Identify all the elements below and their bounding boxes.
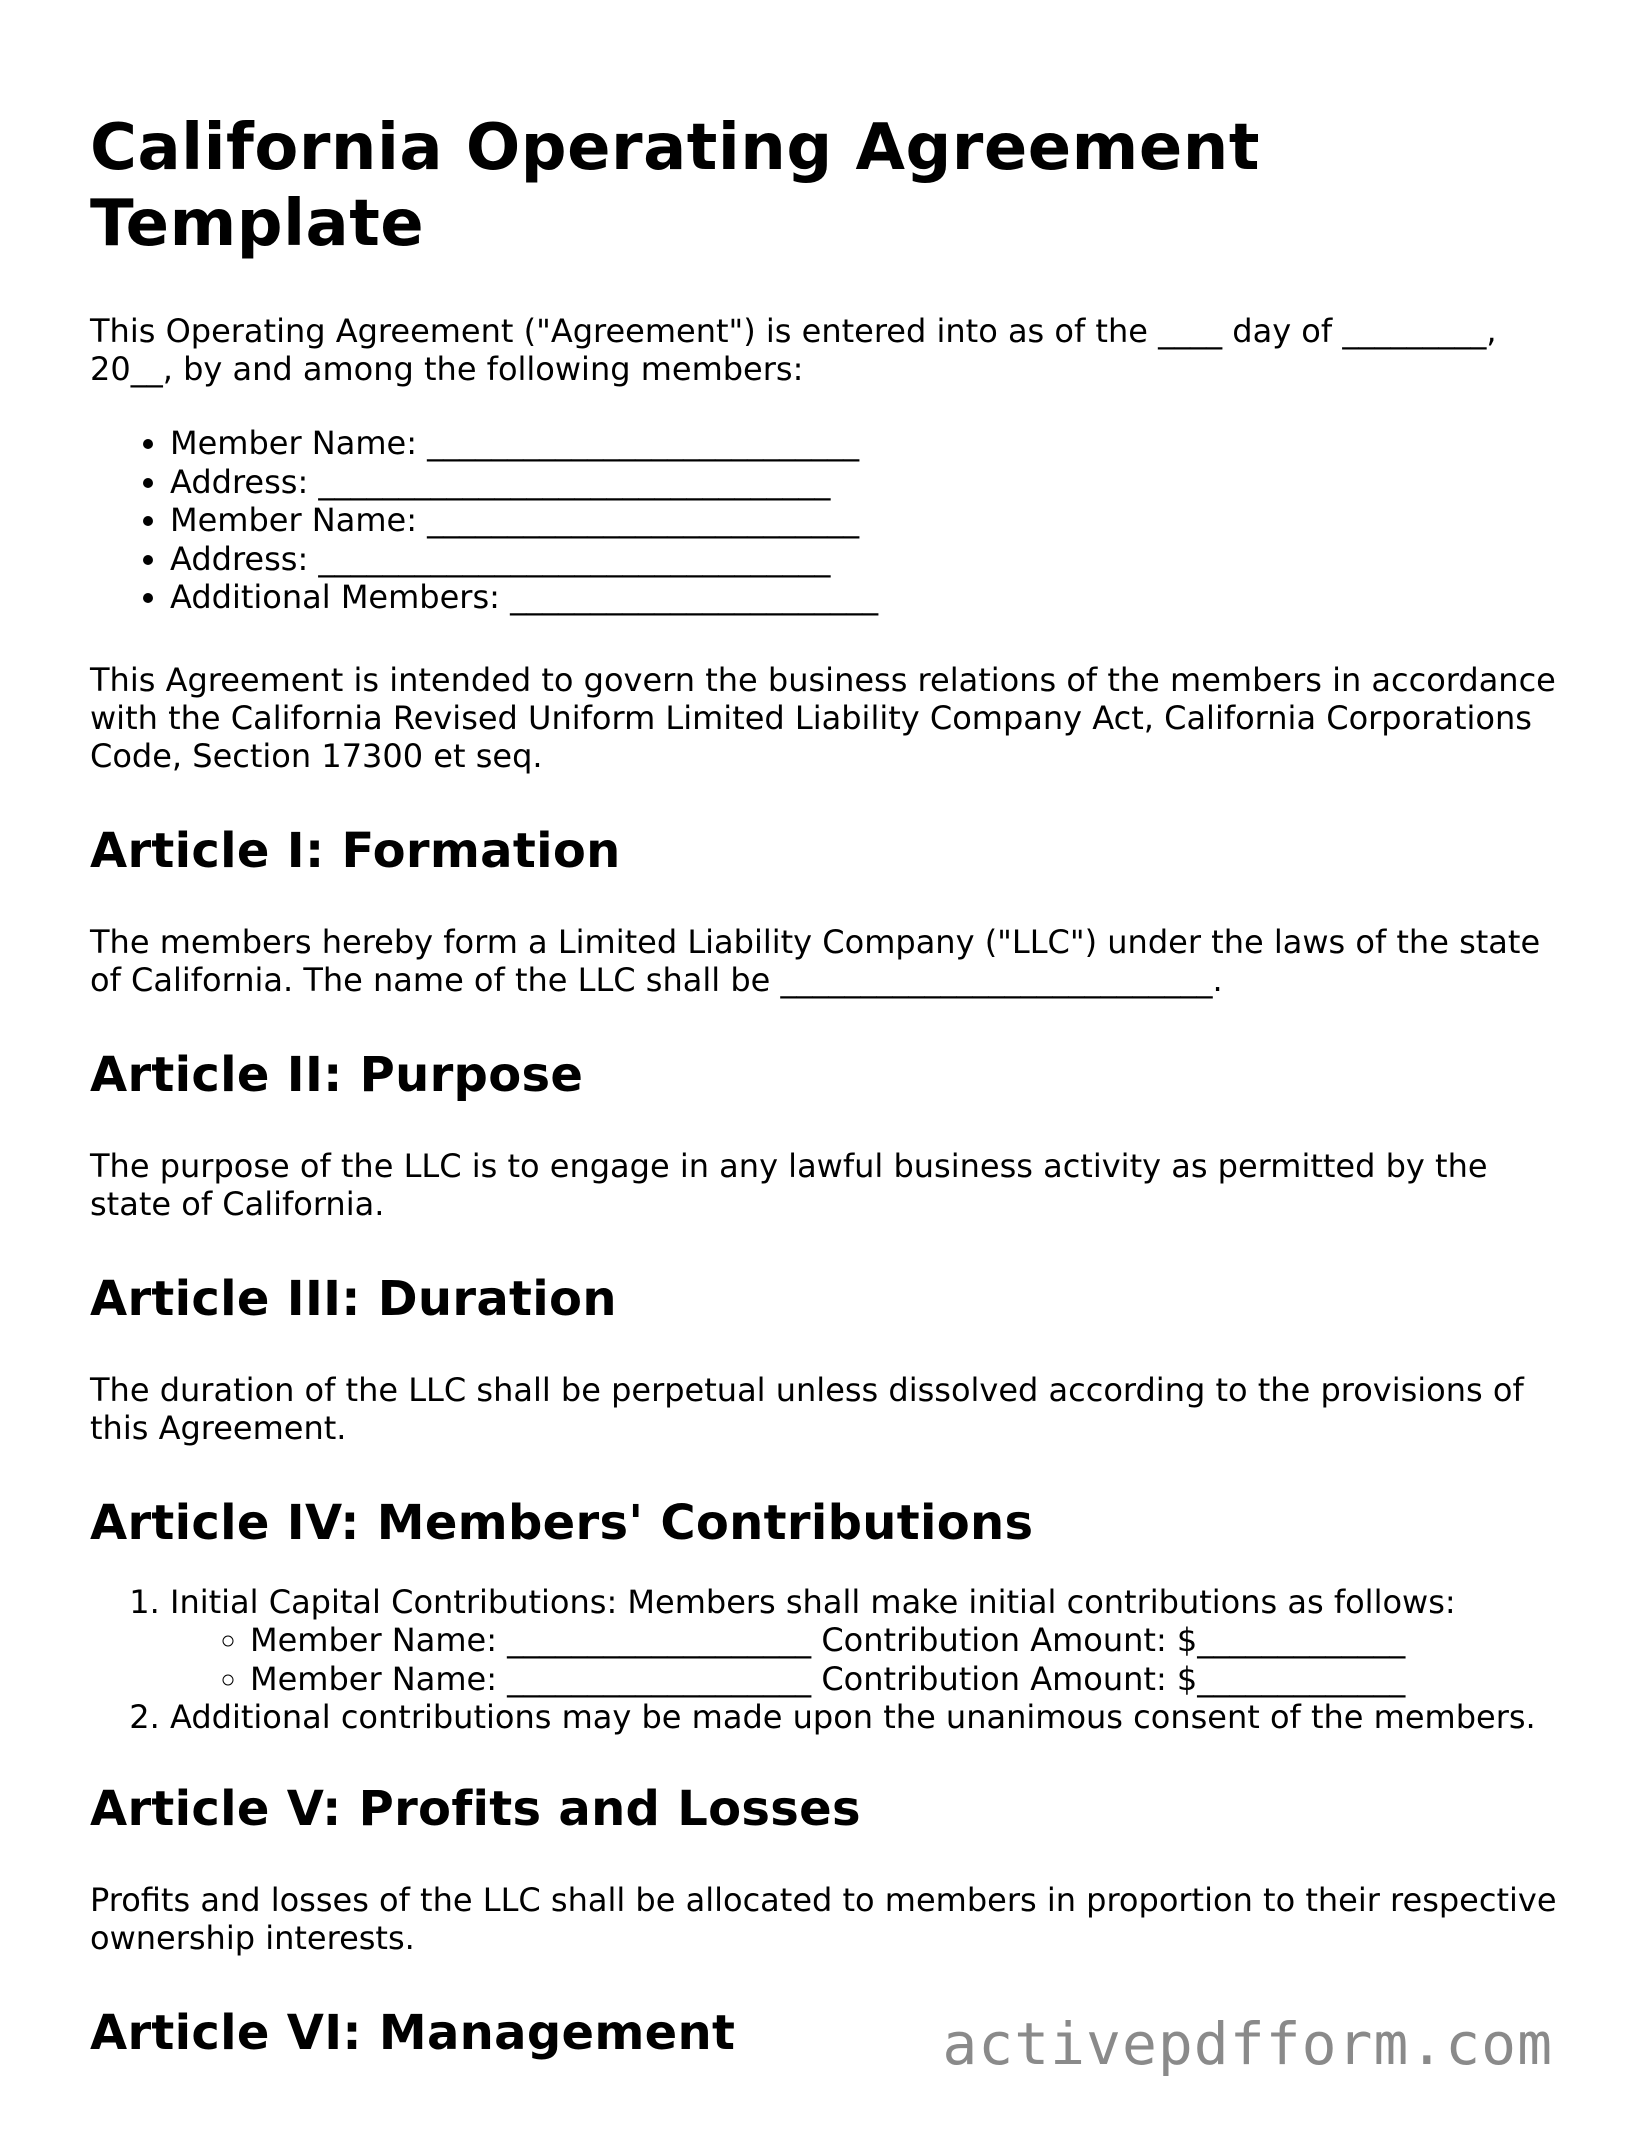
- contributions-sublist: [170, 1621, 1570, 1698]
- list-item: ◦ Member Name: ___________________ Contribution Amount: $_____________: [250, 1660, 1570, 1699]
- list-item: • Additional Members: _______________________: [170, 578, 1570, 617]
- article-heading: Article IV: Members' Contributions: [90, 1494, 1034, 1551]
- list-item: • Member Name: ___________________________: [170, 501, 1570, 540]
- contributions-list: [90, 1583, 1570, 1737]
- document-title: California Operating Agreement Template: [90, 111, 1260, 261]
- document-page: [90, 110, 1570, 2105]
- list-item: [170, 1583, 1570, 1699]
- members-list: [90, 424, 1570, 617]
- governing-paragraph: This Agreement is intended to govern the business relations of the members in accordance with the California Revised Uniform Limited Liability Company Act, California Corporations Code, Section 17300 et seq.: [90, 660, 1556, 775]
- list-item: • Address: ________________________________: [170, 540, 1570, 579]
- article-body: The members hereby form a Limited Liability Company ("LLC") under the laws of the state of California. The name of the LLC shall be ___________________________.: [90, 922, 1541, 999]
- article-heading: Article II: Purpose: [90, 1046, 584, 1103]
- list-item: • Member Name: ___________________________: [170, 424, 1570, 463]
- list-item-text: Initial Capital Contributions: Members shall make initial contributions as follows:: [170, 1582, 1456, 1621]
- list-item: 2. Additional contributions may be made upon the unanimous consent of the members.: [170, 1698, 1570, 1737]
- article-heading: Article III: Duration: [90, 1270, 617, 1327]
- article-body: The purpose of the LLC is to engage in any lawful business activity as permitted by the state of California.: [90, 1146, 1488, 1223]
- article-heading: Article V: Profits and Losses: [90, 1780, 861, 1837]
- article-heading: Article I: Formation: [90, 822, 621, 879]
- list-item: • Address: ________________________________: [170, 463, 1570, 502]
- article-heading: Article VI: Management: [90, 2004, 736, 2061]
- article-body: Profits and losses of the LLC shall be allocated to members in proportion to their respective ownership interests.: [90, 1880, 1557, 1957]
- list-item: ◦ Member Name: ___________________ Contribution Amount: $_____________: [250, 1621, 1570, 1660]
- intro-paragraph: This Operating Agreement ("Agreement") is entered into as of the ____ day of _________, 20__, by and among the following members:: [90, 312, 1497, 388]
- article-body: The duration of the LLC shall be perpetual unless dissolved according to the provisions of this Agreement.: [90, 1370, 1524, 1447]
- watermark: activepdfform.com: [942, 2010, 1553, 2078]
